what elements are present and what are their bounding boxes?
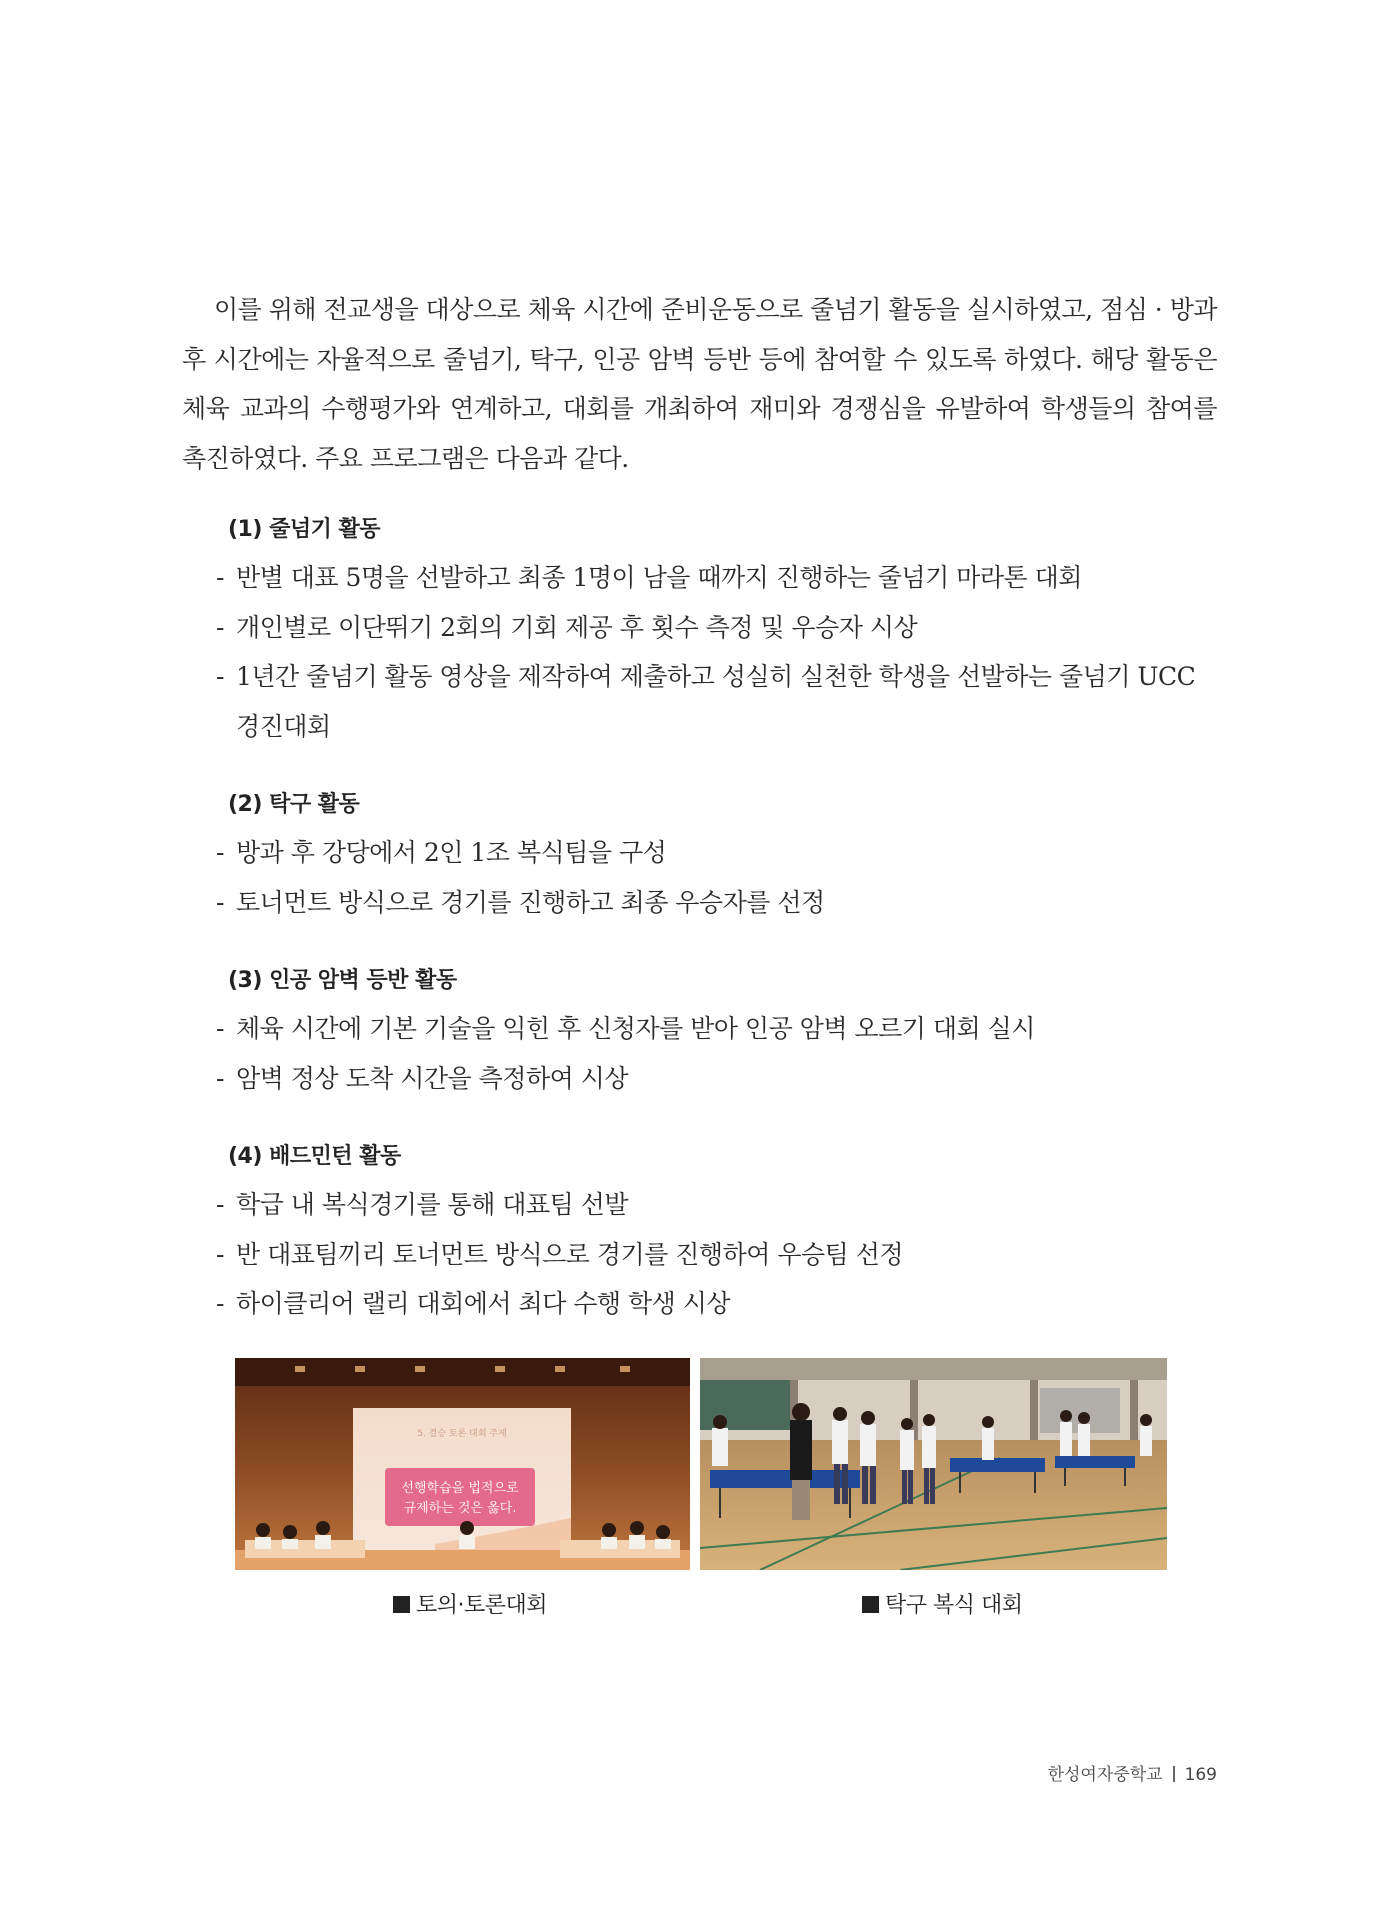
debate-contest-photo bbox=[235, 1358, 690, 1570]
screen-topic-line2: 규제하는 것은 옳다. bbox=[403, 1501, 517, 1516]
list-item: - 체육 시간에 기본 기술을 익힌 후 신청자를 받아 인공 암벽 오르기 대회 실시 bbox=[216, 1014, 1035, 1043]
screen-title-text: 5. 결승 토론 대회 주제 bbox=[417, 1429, 507, 1439]
bullet-list bbox=[216, 1004, 1216, 1103]
list-item: - 반별 대표 5명을 선발하고 최종 1명이 남을 때까지 진행하는 줄넘기 마라톤 대회 bbox=[216, 563, 1082, 592]
intro-paragraph: 이를 위해 전교생을 대상으로 체육 시간에 준비운동으로 줄넘기 활동을 실시하였고, 점심 · 방과후 시간에는 자율적으로 줄넘기, 탁구, 인공 암벽 등반 등에 참여할 수 있도록 하였다. 해당 활동은 체육 교과의 수행평가와 연계하고, 대회를 개최하여 재미와 경쟁심을 유발하여 학생들의 참여를 촉진하였다. 주요 프로그램은 다음과 같다. bbox=[182, 295, 1217, 473]
page-footer bbox=[1048, 1760, 1217, 1785]
list-item: - 반 대표팀끼리 토너먼트 방식으로 경기를 진행하여 우승팀 선정 bbox=[216, 1239, 904, 1269]
photo-caption-right: 탁구 복식 대회 bbox=[862, 1588, 1023, 1619]
section-climbing bbox=[216, 966, 1216, 1103]
list-item: - 토너먼트 방식으로 경기를 진행하고 최종 우승자를 선정 bbox=[216, 887, 825, 917]
list-item: - 1년간 줄넘기 활동 영상을 제작하여 제출하고 성실히 실천한 학생을 선발하는 줄넘기 UCC 경진대회 bbox=[216, 662, 1196, 741]
section-table-tennis bbox=[216, 790, 1216, 927]
school-name: 한성여자중학교 bbox=[1047, 1765, 1163, 1785]
page-number: 169 bbox=[1184, 1765, 1217, 1785]
list-item: - 학급 내 복식경기를 통해 대표팀 선발 bbox=[216, 1190, 628, 1219]
section-title: (4) 배드민턴 활동 bbox=[228, 1144, 401, 1169]
footer-separator bbox=[1173, 1766, 1175, 1782]
section-title: (3) 인공 암벽 등반 활동 bbox=[228, 968, 457, 993]
list-item: - 암벽 정상 도착 시간을 측정하여 시상 bbox=[216, 1063, 628, 1093]
bullet-list bbox=[216, 1180, 1216, 1329]
list-item: - 개인별로 이단뛰기 2회의 기회 제공 후 횟수 측정 및 우승자 시상 bbox=[216, 612, 918, 642]
list-item: - 하이클리어 랠리 대회에서 최다 수행 학생 시상 bbox=[216, 1289, 731, 1318]
section-title: (1) 줄넘기 활동 bbox=[228, 517, 380, 542]
list-item: - 방과 후 강당에서 2인 1조 복식팀을 구성 bbox=[216, 838, 667, 867]
screen-topic-box bbox=[385, 1468, 535, 1526]
section-title: (2) 탁구 활동 bbox=[228, 792, 360, 817]
photo-caption-left: 토의·토론대회 bbox=[393, 1588, 547, 1619]
bullet-list bbox=[216, 828, 1216, 927]
section-jump-rope bbox=[216, 515, 1216, 751]
caption-square-icon bbox=[393, 1596, 410, 1613]
table-tennis-photo bbox=[700, 1358, 1167, 1570]
screen-topic-line1: 선행학습을 법적으로 bbox=[401, 1481, 519, 1496]
bullet-list bbox=[216, 553, 1216, 751]
caption-square-icon bbox=[862, 1596, 879, 1613]
section-badminton bbox=[216, 1142, 1216, 1329]
